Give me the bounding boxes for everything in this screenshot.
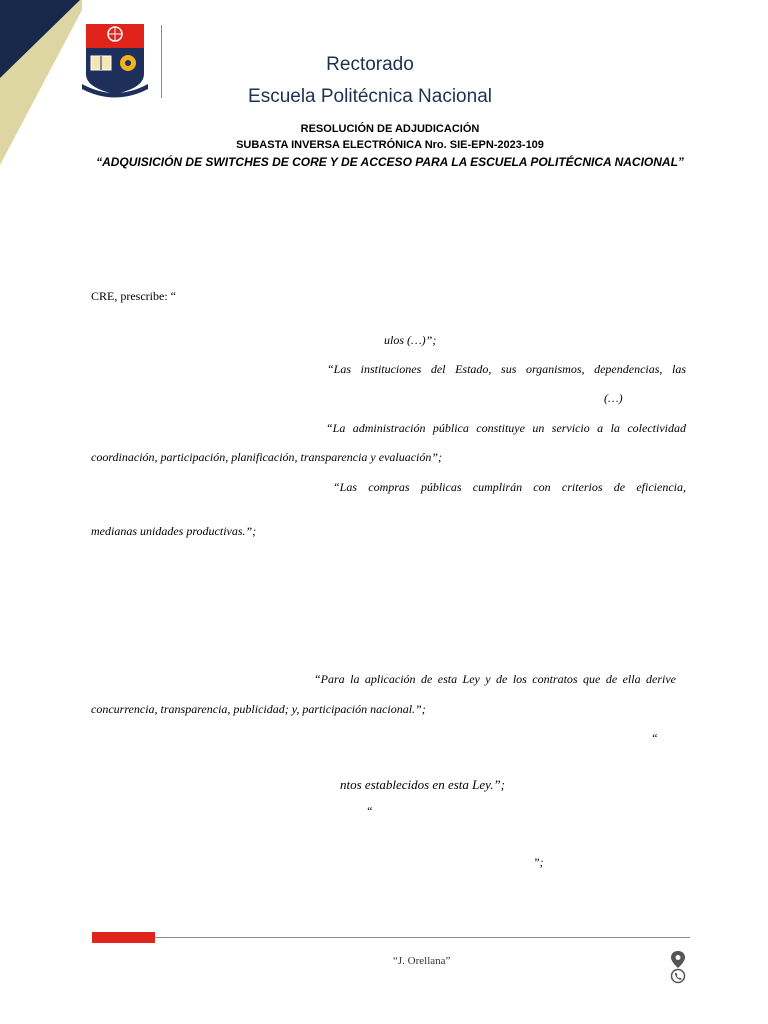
body-line: ”; <box>533 855 544 869</box>
body-line: medianas unidades productivas.”; <box>91 524 257 538</box>
footer-accent-bar <box>92 932 155 943</box>
body-line: “ <box>651 731 658 745</box>
body-line: “La administración pública constituye un servicio a la colectividad <box>326 421 686 435</box>
location-phone-icon <box>668 950 688 984</box>
body-line: coordinación, participación, planificación, transparencia y evaluación”; <box>91 450 443 464</box>
body-line: concurrencia, transparencia, publicidad; y, participación nacional.”; <box>91 702 426 716</box>
header-institution: Escuela Politécnica Nacional <box>248 86 492 107</box>
header-divider <box>161 25 162 98</box>
body-line: “Las compras públicas cumplirán con criterios de eficiencia, <box>333 480 686 494</box>
document-subject: “ADQUISICIÓN DE SWITCHES DE CORE Y DE ACCESO PARA LA ESCUELA POLITÉCNICA NACIONAL” <box>96 155 684 169</box>
header-rectorado: Rectorado <box>326 54 414 75</box>
document-title: RESOLUCIÓN DE ADJUDICACIÓN <box>300 123 480 135</box>
body-line: “Para la aplicación de esta Ley y de los contratos que de ella derive <box>314 672 676 686</box>
footer-address: “J. Orellana” <box>393 955 451 967</box>
body-line: ntos establecidos en esta Ley.”; <box>340 777 506 792</box>
document-subtitle: SUBASTA INVERSA ELECTRÓNICA Nro. SIE-EPN-2023-109 <box>236 139 544 151</box>
university-logo <box>80 22 150 102</box>
body-line: CRE, prescribe: “ <box>91 289 176 303</box>
body-line: “ <box>366 804 373 818</box>
body-line: (…) <box>604 391 623 405</box>
body-line: ulos (…)”; <box>384 333 437 347</box>
body-line: “Las instituciones del Estado, sus organismos, dependencias, las <box>327 362 686 376</box>
footer-divider <box>155 937 690 938</box>
